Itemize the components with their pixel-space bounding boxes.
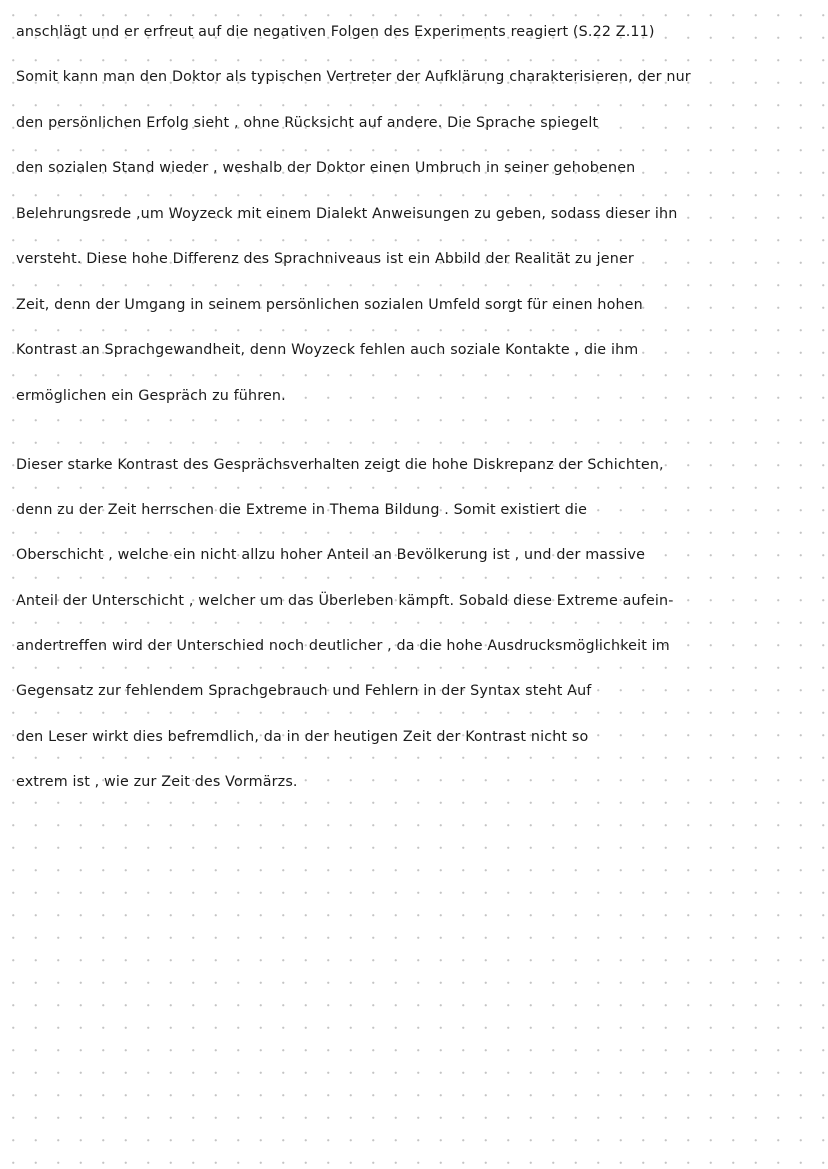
text-line: extrem ist , wie zur Zeit des Vormärzs. bbox=[16, 774, 298, 790]
text-line: andertreffen wird der Unterschied noch deutlicher , da die hohe Ausdrucksmöglichkeit im bbox=[16, 638, 670, 654]
text-line: ermöglichen ein Gespräch zu führen. bbox=[16, 388, 286, 404]
text-line: den Leser wirkt dies befremdlich, da in der heutigen Zeit der Kontrast nicht so bbox=[16, 729, 589, 745]
text-line: Kontrast an Sprachgewandheit, denn Woyzeck fehlen auch soziale Kontakte , die ihm bbox=[16, 342, 639, 358]
text-line: denn zu der Zeit herrschen die Extreme in Thema Bildung . Somit existiert die bbox=[16, 502, 588, 518]
text-line: Zeit, denn der Umgang in seinem persönlichen sozialen Umfeld sorgt für einen hohen bbox=[16, 297, 643, 313]
text-line: Belehrungsrede ,um Woyzeck mit einem Dialekt Anweisungen zu geben, sodass dieser ihn bbox=[16, 206, 678, 222]
text-line: den sozialen Stand wieder , weshalb der Doktor einen Umbruch in seiner gehobenen bbox=[16, 160, 636, 176]
text-line: Anteil der Unterschicht , welcher um das Überleben kämpft. Sobald diese Extreme aufein- bbox=[16, 593, 674, 609]
text-line: Oberschicht , welche ein nicht allzu hoher Anteil an Bevölkerung ist , und der massive bbox=[16, 547, 646, 563]
text-line: versteht. Diese hohe Differenz des Sprachniveaus ist ein Abbild der Realität zu jener bbox=[16, 251, 634, 267]
text-line: den persönlichen Erfolg sieht , ohne Rücksicht auf andere. Die Sprache spiegelt bbox=[16, 115, 599, 131]
text-line: Dieser starke Kontrast des Gesprächsverhalten zeigt die hohe Diskrepanz der Schichten, bbox=[16, 457, 664, 473]
text-line: Somit kann man den Doktor als typischen Vertreter der Aufklärung charakterisieren, der nur bbox=[16, 69, 691, 85]
text-line: anschlägt und er erfreut auf die negativen Folgen des Experiments reagiert (S.22 Z.11) bbox=[16, 24, 655, 40]
text-line: Gegensatz zur fehlendem Sprachgebrauch und Fehlern in der Syntax steht Auf bbox=[16, 683, 592, 699]
